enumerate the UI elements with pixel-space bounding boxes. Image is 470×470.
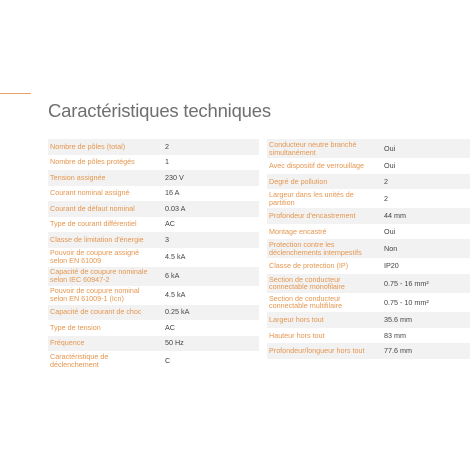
spec-row: [48, 217, 259, 233]
spec-row: [267, 343, 470, 359]
spec-label: Type de tension: [50, 322, 101, 332]
spec-value: AC: [165, 219, 175, 229]
spec-label: Section de conducteur connectable monofilaire: [267, 274, 380, 293]
spec-value: 2: [380, 174, 470, 190]
spec-label: Fréquence: [48, 336, 161, 352]
spec-label: Tension assignée: [48, 170, 161, 186]
spec-label: Hauteur hors tout: [269, 330, 325, 340]
spec-label: Avec dispositif de verrouillage: [269, 161, 364, 170]
spec-label: Pouvoir de coupure nominal selon EN 61009-1 (Icn): [50, 286, 140, 303]
spec-value: 1: [165, 157, 169, 167]
spec-label: Classe de protection (IP): [269, 261, 349, 271]
spec-label: Nombre de pôles protégés: [50, 157, 135, 167]
spec-label: Largeur dans les unités de partition: [269, 190, 354, 207]
spec-label: Caractéristique de déclenchement: [50, 351, 109, 369]
spec-label: Nombre de pôles (total): [48, 139, 161, 155]
spec-row: [48, 320, 259, 336]
spec-label: Capacité de coupure nominale selon IEC 60947-2: [48, 267, 161, 286]
spec-value: 0.75 - 10 mm²: [384, 297, 429, 307]
spec-value: 2: [161, 139, 259, 155]
spec-row: [267, 258, 470, 274]
spec-label: Profondeur/longueur hors tout: [267, 343, 380, 359]
spec-row: [267, 158, 470, 174]
spec-row: [267, 139, 470, 158]
spec-label: Profondeur d'encastrement: [267, 208, 380, 224]
spec-row: [48, 286, 259, 305]
spec-value: Oui: [384, 161, 396, 170]
spec-row: [267, 208, 470, 224]
spec-value: C: [165, 355, 171, 365]
spec-value: 4.5 kA: [165, 252, 186, 262]
spec-row: [48, 201, 259, 217]
spec-value: 3: [161, 232, 259, 248]
page-title: Caractéristiques techniques: [48, 100, 271, 121]
spec-value: 44 mm: [380, 208, 470, 224]
spec-row: [48, 267, 259, 286]
spec-label: Capacité de courant de choc: [48, 305, 161, 321]
spec-row: [48, 155, 259, 171]
spec-value: 0.03 A: [161, 201, 259, 217]
spec-label: Section de conducteur connectable multifilaire: [269, 293, 343, 311]
spec-row: [48, 305, 259, 321]
spec-value: Oui: [380, 139, 470, 158]
spec-label: Protection contre les déclenchements intempestifs: [267, 239, 380, 258]
spec-row: [48, 232, 259, 248]
spec-row: [267, 189, 470, 208]
spec-value: Oui: [384, 226, 396, 236]
spec-row: [48, 170, 259, 186]
spec-label: Courant de défaut nominal: [48, 201, 161, 217]
spec-value: 35.6 mm: [380, 312, 470, 328]
specs-table-right: [267, 139, 470, 359]
spec-value: 50 Hz: [161, 336, 259, 352]
spec-value: 0.25 kA: [161, 305, 259, 321]
spec-value: 77.6 mm: [380, 343, 470, 359]
spec-row: [267, 274, 470, 293]
spec-label: Degré de pollution: [267, 174, 380, 190]
spec-value: 6 kA: [161, 267, 259, 286]
spec-row: [48, 351, 259, 370]
spec-row: [267, 293, 470, 312]
spec-row: [48, 336, 259, 352]
spec-row: [267, 224, 470, 240]
accent-divider: [0, 93, 31, 94]
spec-row: [48, 186, 259, 202]
spec-row: [267, 174, 470, 190]
spec-value: 2: [384, 193, 388, 203]
spec-row: [267, 312, 470, 328]
specs-table-left: [48, 139, 259, 370]
spec-value: Non: [380, 239, 470, 258]
spec-label: Largeur hors tout: [267, 312, 380, 328]
spec-value: 4.5 kA: [165, 290, 186, 300]
spec-row: [48, 139, 259, 155]
spec-row: [267, 328, 470, 344]
spec-value: 230 V: [161, 170, 259, 186]
spec-label: Montage encastré: [269, 226, 327, 236]
spec-value: AC: [165, 322, 175, 332]
spec-value: 83 mm: [384, 330, 406, 340]
spec-value: IP20: [384, 261, 399, 271]
spec-label: Courant nominal assigné: [50, 188, 130, 198]
spec-label: Classe de limitation d'énergie: [48, 232, 161, 248]
spec-value: 16 A: [165, 188, 180, 198]
spec-label: Conducteur neutre branché simultanément: [267, 139, 380, 158]
spec-row: [48, 248, 259, 267]
spec-value: 0.75 - 16 mm²: [380, 274, 470, 293]
spec-label: Type de courant différentiel: [50, 219, 137, 229]
spec-label: Pouvoir de coupure assigné selon EN 61009: [50, 248, 140, 265]
spec-row: [267, 239, 470, 258]
